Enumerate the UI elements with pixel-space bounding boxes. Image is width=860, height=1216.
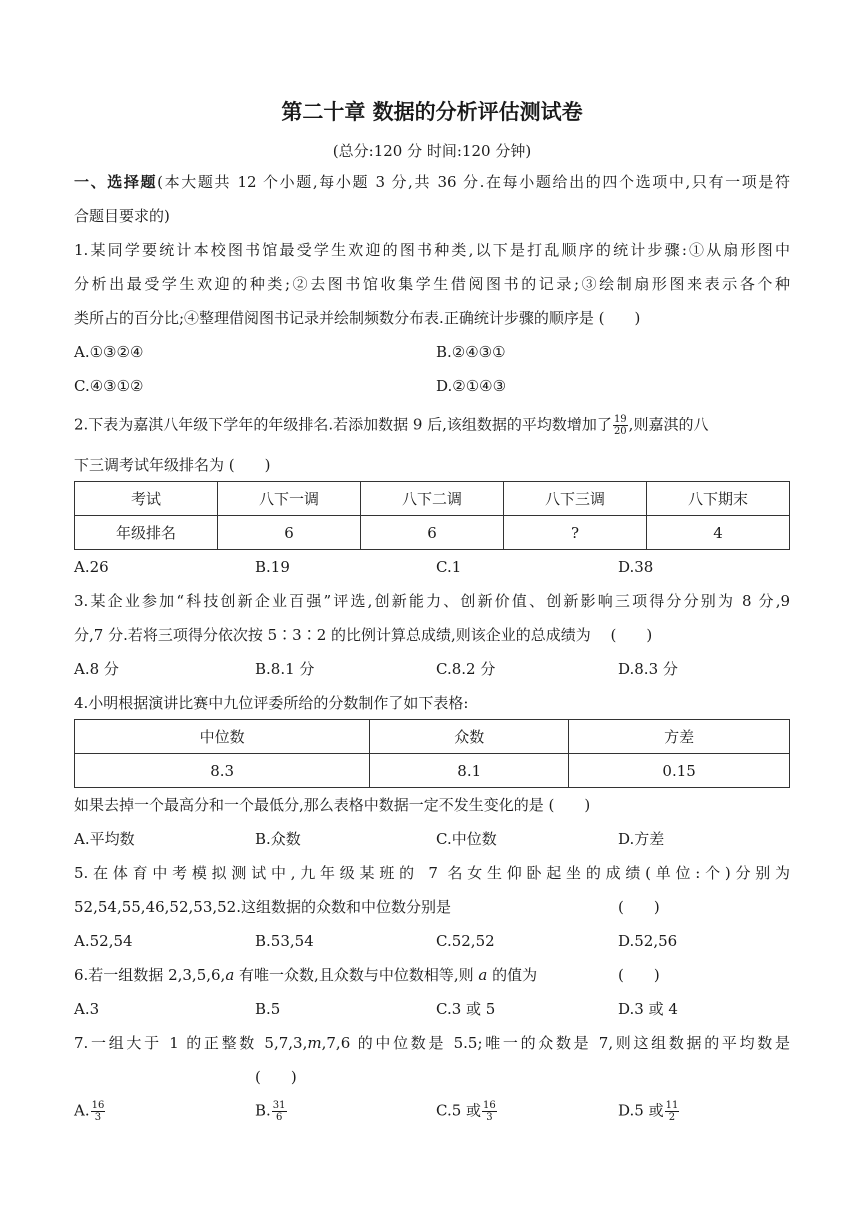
q7-answer-bracket: ( ) <box>255 1068 297 1086</box>
q2-text-b: ,则嘉淇的八 <box>628 415 709 434</box>
q2-line2: 下三调考试年级排名为 ( ) <box>74 456 271 474</box>
q7-text-a: 7.一组大于 1 的正整数 5,7,3, <box>74 1034 308 1052</box>
option-prefix: C.5 或 <box>436 1101 482 1120</box>
frac-den: 3 <box>486 1112 493 1123</box>
q7-option-b <box>255 1100 288 1123</box>
q6-variable: a <box>225 966 235 984</box>
table-cell: 方差 <box>569 720 790 754</box>
q2-fraction <box>613 414 628 437</box>
frac-num: 31 <box>272 1100 286 1111</box>
q3-line2: 分,7 分.若将三项得分依次按 5∶3∶2 的比例计算总成绩,则该企业的总成绩为 ( ) <box>74 626 653 644</box>
q1-option-b: B.②④③① <box>436 343 506 361</box>
q1-option-a: A.①③②④ <box>74 343 144 361</box>
q5-line1: 5.在体育中考模拟测试中,九年级某班的 7 名女生仰卧起坐的成绩(单位:个)分别为 <box>74 864 790 882</box>
q6-variable: a <box>478 966 488 984</box>
section-header <box>74 172 790 192</box>
table-cell: 中位数 <box>75 720 370 754</box>
q6-line1 <box>74 965 537 985</box>
table-row <box>75 754 790 788</box>
q3-option-b: B.8.1 分 <box>255 660 315 678</box>
q6-option-b: B.5 <box>255 1000 281 1018</box>
option-prefix: A. <box>74 1101 90 1120</box>
q6-option-a: A.3 <box>74 1000 100 1018</box>
q7-text-b: ,7,6 的中位数是 5.5;唯一的众数是 7,则这组数据的平均数是 <box>321 1034 790 1052</box>
q1-line1: 1.某同学要统计本校图书馆最受学生欢迎的图书种类,以下是打乱顺序的统计步骤:①从扇形图中 <box>74 241 790 259</box>
option-prefix: D.5 或 <box>618 1101 664 1120</box>
q4-option-c: C.中位数 <box>436 830 497 848</box>
q4-option-b: B.众数 <box>255 830 301 848</box>
q1-line3: 类所占的百分比;④整理借阅图书记录并绘制频数分布表.正确统计步骤的顺序是 ( ) <box>74 309 641 327</box>
frac-den: 6 <box>275 1112 283 1123</box>
q7-option-d <box>618 1100 680 1123</box>
q3-option-a: A.8 分 <box>74 660 119 678</box>
q2-option-b: B.19 <box>255 558 290 576</box>
page-title: 第二十章 数据的分析评估测试卷 <box>281 100 583 124</box>
q6-text-c: 的值为 <box>487 966 538 984</box>
q2-option-d: D.38 <box>618 558 654 576</box>
option-fraction <box>91 1100 106 1123</box>
option-fraction <box>665 1100 680 1123</box>
table-cell: ? <box>504 516 647 550</box>
q3-line1: 3.某企业参加“科技创新企业百强”评选,创新能力、创新价值、创新影响三项得分分别为 8 分,9 <box>74 592 790 610</box>
q1-option-c: C.④③①② <box>74 377 144 395</box>
frac-num: 11 <box>665 1100 679 1111</box>
frac-den: 2 <box>668 1112 676 1123</box>
frac-num: 16 <box>483 1100 496 1111</box>
q5-answer-bracket: ( ) <box>618 898 660 916</box>
q3-option-c: C.8.2 分 <box>436 660 496 678</box>
q2-option-c: C.1 <box>436 558 462 576</box>
q4-line1: 4.小明根据演讲比赛中九位评委所给的分数制作了如下表格: <box>74 694 469 712</box>
option-prefix: B. <box>255 1101 271 1120</box>
q2-rank-table <box>74 481 790 550</box>
q7-option-a <box>74 1100 106 1123</box>
table-cell: 6 <box>361 516 504 550</box>
table-cell: 八下三调 <box>504 482 647 516</box>
table-row <box>75 516 790 550</box>
table-cell: 4 <box>647 516 790 550</box>
table-cell: 众数 <box>370 720 569 754</box>
q4-option-d: D.方差 <box>618 830 665 848</box>
option-fraction <box>482 1100 497 1123</box>
q4-score-table <box>74 719 790 788</box>
q4-line2: 如果去掉一个最高分和一个最低分,那么表格中数据一定不发生变化的是 ( ) <box>74 796 591 814</box>
q7-option-c <box>436 1100 498 1123</box>
table-cell: 年级排名 <box>75 516 218 550</box>
q5-line2: 52,54,55,46,52,53,52.这组数据的众数和中位数分别是 <box>74 898 451 916</box>
table-cell: 8.1 <box>370 754 569 788</box>
q6-option-c: C.3 或 5 <box>436 1000 496 1018</box>
frac-num: 16 <box>91 1100 105 1111</box>
q6-text-b: 有唯一众数,且众数与中位数相等,则 <box>234 966 479 984</box>
q5-option-c: C.52,52 <box>436 932 495 950</box>
table-cell: 0.15 <box>569 754 790 788</box>
table-header-row <box>75 482 790 516</box>
page-subtitle: (总分:120 分 时间:120 分钟) <box>332 142 532 160</box>
q7-variable: m <box>307 1034 322 1052</box>
section-desc-cont: 合题目要求的) <box>74 207 170 225</box>
option-fraction <box>272 1100 287 1123</box>
table-header-row <box>75 720 790 754</box>
table-cell: 8.3 <box>75 754 370 788</box>
section-desc: (本大题共 12 个小题,每小题 3 分,共 36 分.在每小题给出的四个选项中,只有一项是符 <box>157 173 790 191</box>
q6-option-d: D.3 或 4 <box>618 1000 678 1018</box>
q2-line1 <box>74 414 708 437</box>
q6-answer-bracket: ( ) <box>618 966 660 984</box>
frac-den: 3 <box>94 1112 102 1123</box>
section-label: 一、选择题 <box>74 173 158 191</box>
table-cell: 八下期末 <box>647 482 790 516</box>
q5-option-d: D.52,56 <box>618 932 678 950</box>
q1-line2: 分析出最受学生欢迎的种类;②去图书馆收集学生借阅图书的记录;③绘制扇形图来表示各个种 <box>74 275 790 293</box>
q6-text-a: 6.若一组数据 2,3,5,6, <box>74 966 226 984</box>
table-cell: 八下二调 <box>361 482 504 516</box>
q5-option-b: B.53,54 <box>255 932 314 950</box>
q2-text-a: 2.下表为嘉淇八年级下学年的年级排名.若添加数据 9 后,该组数据的平均数增加了 <box>74 415 612 434</box>
q2-frac-den: 20 <box>613 426 627 437</box>
q4-option-a: A.平均数 <box>74 830 135 848</box>
table-cell: 八下一调 <box>218 482 361 516</box>
table-cell: 6 <box>218 516 361 550</box>
q3-option-d: D.8.3 分 <box>618 660 678 678</box>
q2-frac-num: 19 <box>613 414 627 425</box>
q5-option-a: A.52,54 <box>74 932 133 950</box>
q1-option-d: D.②①④③ <box>436 377 507 395</box>
table-cell: 考试 <box>75 482 218 516</box>
q7-line1 <box>74 1033 790 1053</box>
q2-option-a: A.26 <box>74 558 109 576</box>
